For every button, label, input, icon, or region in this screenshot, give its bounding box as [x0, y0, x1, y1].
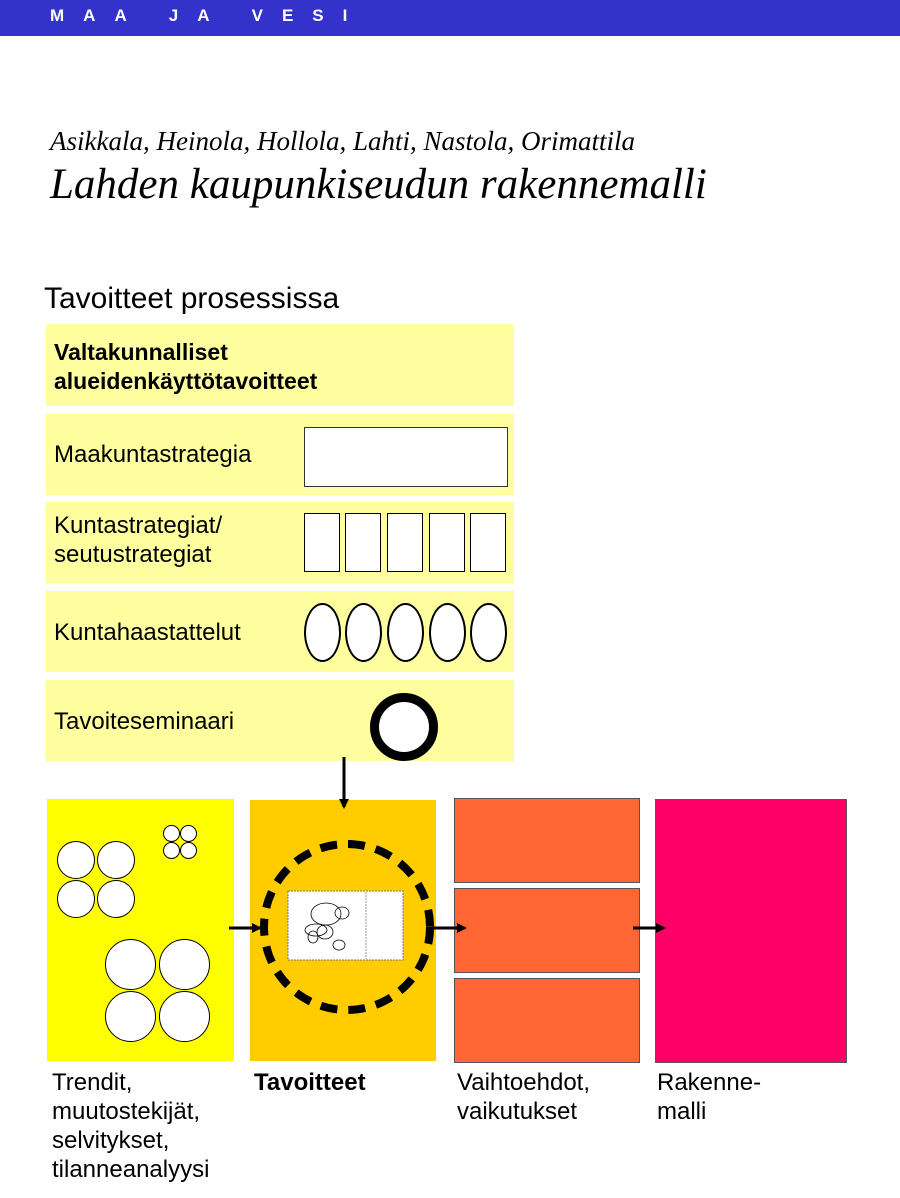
row-label-line: Kuntastrategiat/: [54, 512, 223, 539]
municipalities-subtitle: Asikkala, Heinola, Hollola, Lahti, Nastola, Orimattila: [50, 126, 636, 156]
caption-line: Trendit,: [52, 1069, 133, 1096]
row-label-line: Kuntahaastattelut: [54, 619, 241, 646]
goals-map-thumbnail: [288, 891, 403, 960]
caption-line: malli: [657, 1098, 707, 1125]
caption-trends: [52, 1068, 209, 1184]
page-title: Lahden kaupunkiseudun rakennemalli: [50, 161, 707, 208]
caption-line: Vaihtoehdot,: [457, 1069, 590, 1096]
row-label-line: Maakuntastrategia: [54, 441, 252, 468]
caption-line: selvitykset,: [52, 1127, 170, 1154]
row-label-line: alueidenkäyttötavoitteet: [54, 368, 318, 394]
row-label-line: Valtakunnalliset: [54, 339, 228, 365]
banner-title: MAA JA VESI: [50, 6, 367, 25]
caption-line: vaikutukset: [457, 1098, 578, 1125]
caption-model: [657, 1068, 761, 1126]
caption-line: tilanneanalyysi: [52, 1156, 210, 1183]
caption-goals: [254, 1068, 366, 1097]
row-label-line: Tavoiteseminaari: [54, 708, 235, 735]
caption-line: muutostekijät,: [52, 1098, 201, 1125]
caption-line: Rakenne-: [657, 1069, 762, 1096]
caption-line: Tavoitteet: [254, 1069, 366, 1096]
caption-alternatives: [457, 1068, 590, 1126]
row-label-line: seutustrategiat: [54, 541, 212, 568]
section-heading: Tavoitteet prosessissa: [44, 282, 340, 315]
